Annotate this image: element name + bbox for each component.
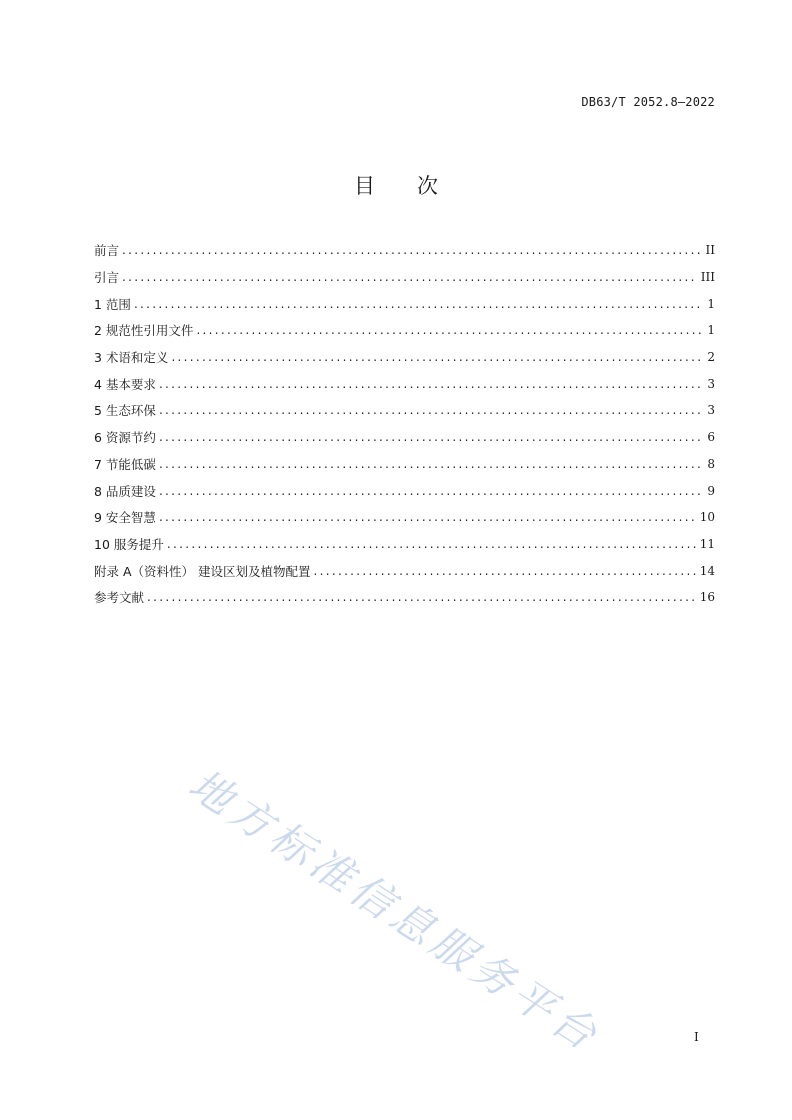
toc-leader-dots <box>159 457 703 471</box>
toc-entry-label: 附录 A（资料性） 建设区划及植物配置 <box>94 563 311 579</box>
toc-entry-page: 14 <box>699 563 715 578</box>
toc-entry[interactable] <box>94 584 715 611</box>
toc-entry[interactable] <box>94 557 715 584</box>
toc-entry[interactable] <box>94 531 715 558</box>
toc-entry-page: 9 <box>707 483 715 498</box>
toc-entry[interactable] <box>94 317 715 344</box>
toc-entry-label: 3 术语和定义 <box>94 350 169 366</box>
toc-entry[interactable] <box>94 370 715 397</box>
toc-entry[interactable] <box>94 264 715 291</box>
toc-leader-dots <box>134 297 703 311</box>
toc-entry-page: 10 <box>699 510 715 525</box>
toc-entry-label: 10 服务提升 <box>94 536 164 552</box>
toc-leader-dots <box>122 243 702 257</box>
toc-entry-page: 2 <box>707 350 715 365</box>
toc-entry-page: II <box>705 243 715 258</box>
toc-leader-dots <box>167 537 696 551</box>
toc-entry[interactable] <box>94 397 715 424</box>
toc-entry-page: 6 <box>707 430 715 445</box>
toc-entry[interactable] <box>94 477 715 504</box>
page-title <box>0 170 792 200</box>
toc-entry-label: 前言 <box>94 243 120 259</box>
toc-leader-dots <box>196 323 703 337</box>
toc-leader-dots <box>147 590 696 604</box>
toc-leader-dots <box>159 510 696 524</box>
toc-entry-label: 引言 <box>94 270 120 286</box>
toc-entry-label: 7 节能低碳 <box>94 456 156 472</box>
toc-entry[interactable] <box>94 504 715 531</box>
toc-entry-page: 3 <box>707 403 715 418</box>
toc-entry-page: 1 <box>707 323 715 338</box>
toc-entry[interactable] <box>94 424 715 451</box>
toc-entry[interactable] <box>94 451 715 478</box>
toc-entry-page: 8 <box>707 456 715 471</box>
toc-entry-label: 8 品质建设 <box>94 483 156 499</box>
page-number: I <box>694 1030 699 1044</box>
toc-leader-dots <box>314 564 696 578</box>
watermark-text: 地方标准信息服务平台 <box>180 759 610 1063</box>
toc-entry-page: 1 <box>707 296 715 311</box>
toc-leader-dots <box>159 430 703 444</box>
toc-entry[interactable] <box>94 237 715 264</box>
toc-leader-dots <box>122 270 697 284</box>
toc-leader-dots <box>159 377 703 391</box>
toc-leader-dots <box>159 484 703 498</box>
toc-entry-label: 1 范围 <box>94 296 131 312</box>
document-code: DB63/T 2052.8—2022 <box>581 95 715 109</box>
title-char-2: 次 <box>417 174 438 198</box>
toc-entry-label: 6 资源节约 <box>94 430 156 446</box>
toc-entry[interactable] <box>94 344 715 371</box>
toc-entry-label: 2 规范性引用文件 <box>94 323 194 339</box>
toc-entry[interactable] <box>94 290 715 317</box>
table-of-contents <box>94 237 715 611</box>
toc-entry-label: 9 安全智慧 <box>94 510 156 526</box>
toc-entry-label: 参考文献 <box>94 590 145 606</box>
toc-entry-page: 16 <box>699 590 715 605</box>
toc-entry-page: 11 <box>699 536 715 551</box>
toc-entry-label: 4 基本要求 <box>94 376 156 392</box>
toc-entry-page: III <box>700 270 715 285</box>
title-char-1: 目 <box>354 174 375 198</box>
toc-entry-label: 5 生态环保 <box>94 403 156 419</box>
toc-leader-dots <box>159 403 703 417</box>
toc-entry-page: 3 <box>707 376 715 391</box>
toc-leader-dots <box>171 350 703 364</box>
